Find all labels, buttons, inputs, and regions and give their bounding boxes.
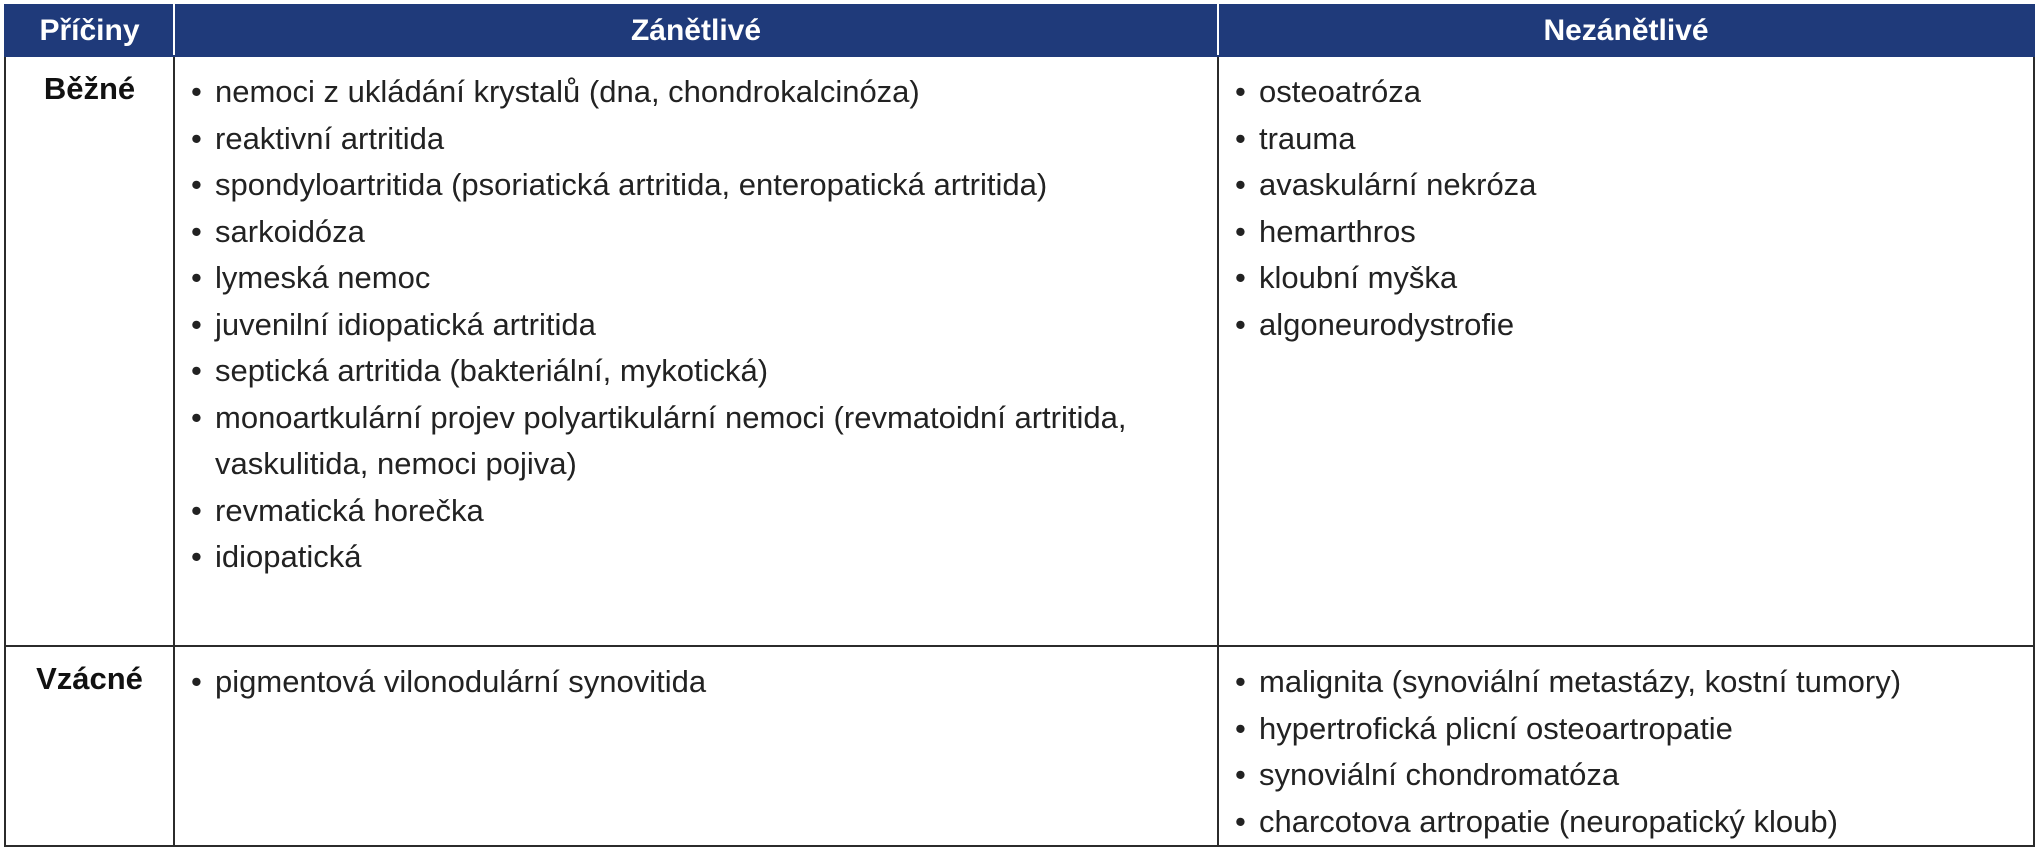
list-item	[1233, 69, 2033, 116]
list-common-inflammatory	[175, 57, 1217, 581]
bullet-icon: •	[1235, 664, 1246, 699]
list-item-text: algoneurodystrofie	[1259, 306, 1515, 342]
bullet-icon: •	[1235, 120, 1246, 156]
list-item-text: avaskulární nekróza	[1259, 167, 1537, 202]
row-label-common: Běžné	[5, 56, 174, 646]
list-item	[1233, 302, 2033, 349]
table-row	[5, 56, 2034, 646]
list-item-text: kloubní myška	[1259, 260, 1458, 295]
bullet-icon: •	[191, 260, 202, 295]
list-item-text: trauma	[1259, 120, 1356, 156]
list-item	[189, 659, 1217, 706]
list-item-text: revmatická horečka	[215, 492, 484, 528]
bullet-icon: •	[191, 74, 202, 109]
list-item-text: nemoci z ukládání krystalů (dna, chondrokalcinóza)	[215, 74, 920, 109]
list-common-noninflammatory	[1219, 57, 2033, 348]
bullet-icon: •	[1235, 306, 1246, 342]
bullet-icon: •	[1235, 710, 1246, 746]
bullet-icon: •	[191, 399, 202, 435]
header-row	[5, 5, 2034, 56]
cell-rare-noninflammatory	[1218, 646, 2034, 846]
causes-table-container	[4, 4, 2033, 839]
header-inflammatory: Zánětlivé	[174, 5, 1218, 56]
list-item-text: hemarthros	[1259, 213, 1416, 249]
bullet-icon: •	[1235, 260, 1246, 295]
list-item-text: sarkoidóza	[215, 213, 365, 249]
list-item-text: hypertrofická plicní osteoartropatie	[1259, 710, 1733, 746]
bullet-icon: •	[1235, 167, 1246, 202]
list-item	[189, 209, 1217, 256]
list-item	[1233, 162, 2033, 209]
row-label-rare: Vzácné	[5, 646, 174, 846]
list-rare-noninflammatory	[1219, 647, 2033, 845]
list-item	[1233, 659, 2033, 706]
list-item	[1233, 706, 2033, 753]
list-item	[189, 255, 1217, 302]
list-item-text: monoartkulární projev polyartikulární nemoci (revmatoidní artritida, vaskulitida, nemoci pojiva)	[215, 399, 1127, 481]
bullet-icon: •	[191, 167, 202, 202]
list-item	[1233, 799, 2033, 846]
list-item	[189, 488, 1217, 535]
list-item-text: malignita (synoviální metastázy, kostní tumory)	[1259, 664, 1902, 699]
list-item-text: charcotova artropatie (neuropatický kloub)	[1259, 803, 1838, 839]
list-item-text: lymeská nemoc	[215, 260, 431, 295]
cell-common-inflammatory	[174, 56, 1218, 646]
list-item	[189, 162, 1217, 209]
cell-common-noninflammatory	[1218, 56, 2034, 646]
bullet-icon: •	[191, 539, 202, 574]
bullet-icon: •	[1235, 74, 1246, 109]
list-item-text: pigmentová vilonodulární synovitida	[215, 664, 707, 699]
list-item	[189, 116, 1217, 163]
list-item	[189, 302, 1217, 349]
list-item-text: spondyloartritida (psoriatická artritida, enteropatická artritida)	[215, 167, 1048, 202]
causes-table	[4, 4, 2035, 847]
bullet-icon: •	[191, 306, 202, 342]
bullet-icon: •	[1235, 213, 1246, 249]
list-item-text: idiopatická	[215, 539, 362, 574]
list-item-text: osteoatróza	[1259, 74, 1421, 109]
list-item	[1233, 209, 2033, 256]
list-item	[1233, 255, 2033, 302]
list-item-text: septická artritida (bakteriální, mykotická)	[215, 353, 769, 388]
list-item	[189, 69, 1217, 116]
list-item	[189, 395, 1217, 488]
list-item	[189, 348, 1217, 395]
bullet-icon: •	[1235, 803, 1246, 839]
bullet-icon: •	[191, 492, 202, 528]
bullet-icon: •	[191, 664, 202, 699]
header-noninflammatory: Nezánětlivé	[1218, 5, 2034, 56]
list-item-text: reaktivní artritida	[215, 120, 445, 156]
bullet-icon: •	[1235, 757, 1246, 792]
bullet-icon: •	[191, 213, 202, 249]
cell-rare-inflammatory	[174, 646, 1218, 846]
bullet-icon: •	[191, 353, 202, 388]
list-item-text: juvenilní idiopatická artritida	[215, 306, 596, 342]
list-rare-inflammatory	[175, 647, 1217, 706]
list-item-text: synoviální chondromatóza	[1259, 757, 1620, 792]
bullet-icon: •	[191, 120, 202, 156]
list-item	[189, 534, 1217, 581]
list-item	[1233, 752, 2033, 799]
header-causes: Příčiny	[5, 5, 174, 56]
table-row	[5, 646, 2034, 846]
list-item	[1233, 116, 2033, 163]
